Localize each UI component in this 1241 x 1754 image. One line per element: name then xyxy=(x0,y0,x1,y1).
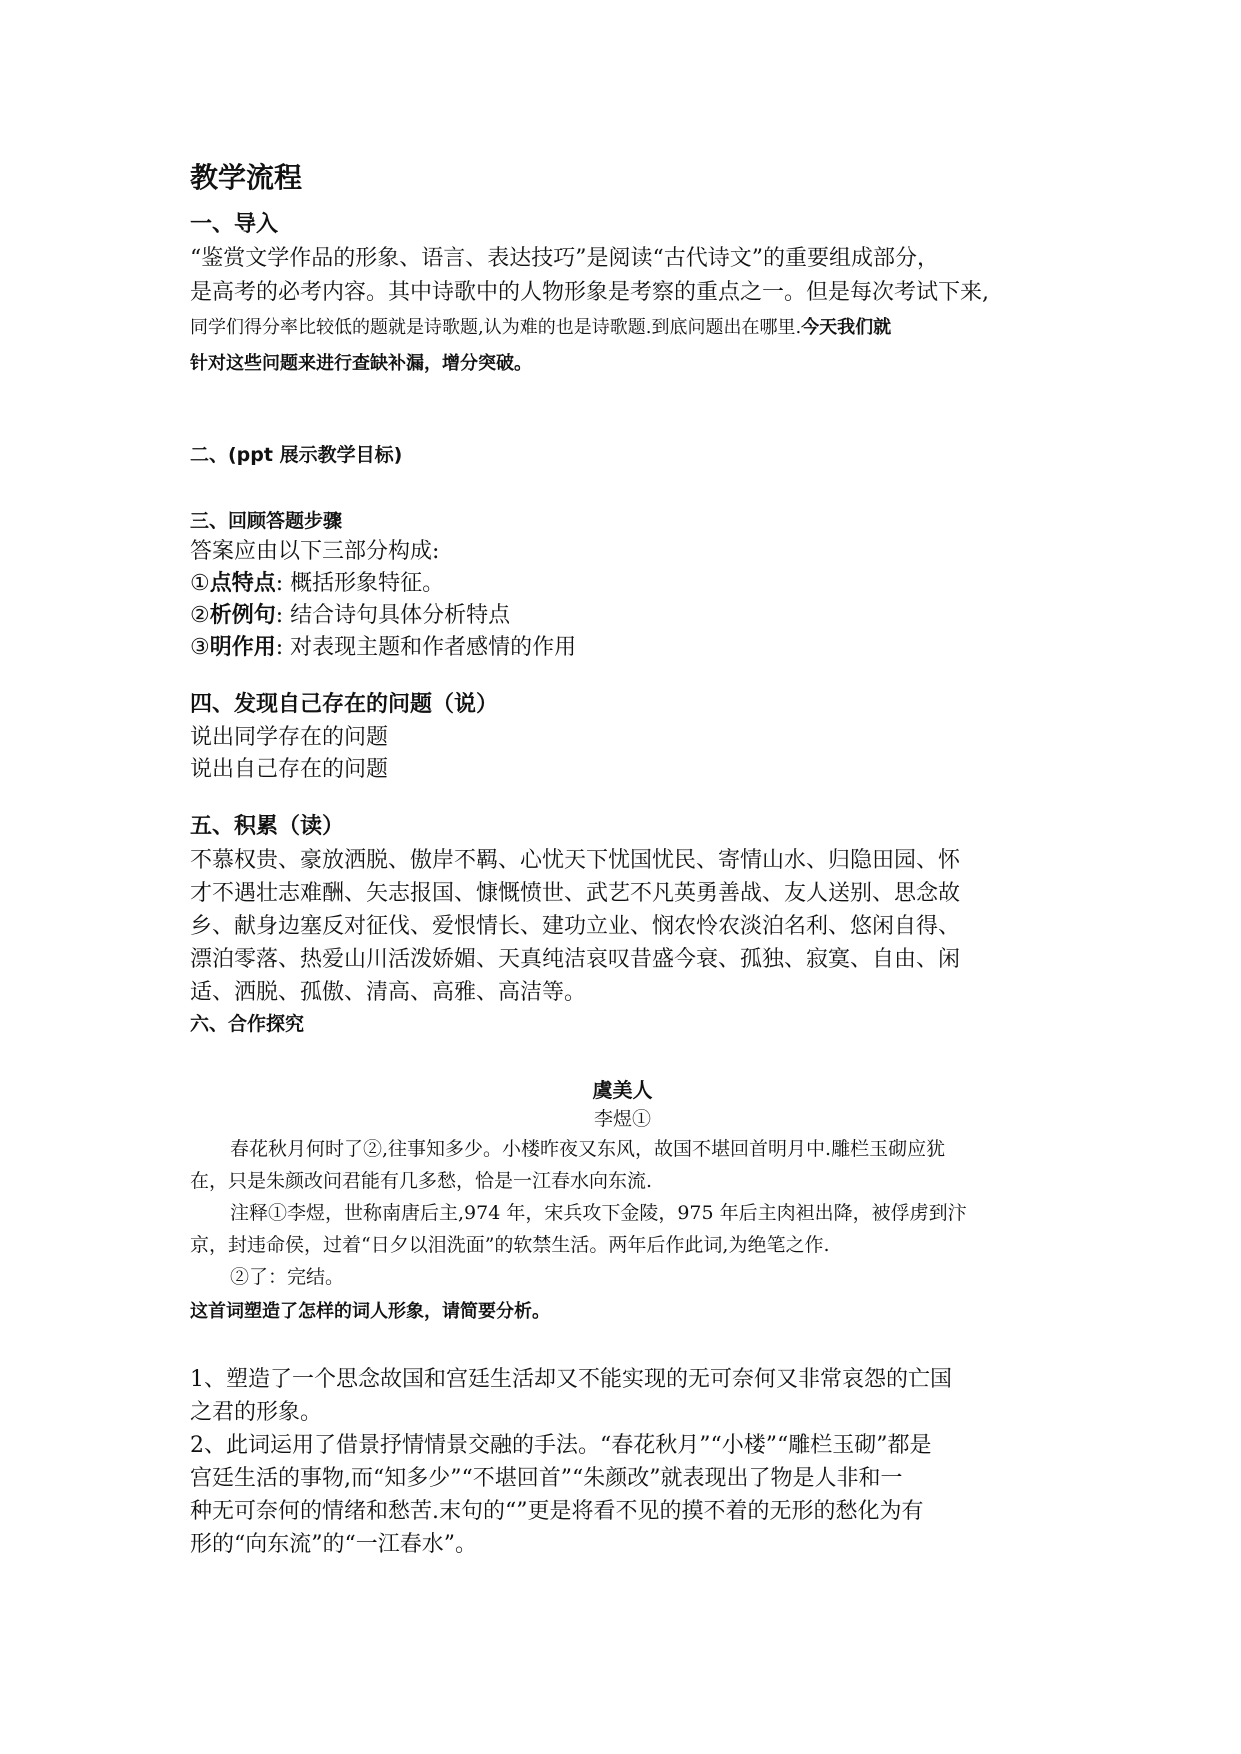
section-4-line-2: 说出自己存在的问题 xyxy=(190,757,389,782)
answer-line-4: 宫廷生活的事物,而“知多少”“不堪回首”“朱颜改”就表现出了物是人非和一 xyxy=(190,1466,903,1491)
section-3-item-2 xyxy=(190,600,1055,632)
note-line-1: 注释①李煜，世称南唐后主,974 年，宋兵攻下金陵，975 年后主肉袒出降，被俘虏到汴 xyxy=(230,1202,967,1224)
item-2-bold: 析例句 xyxy=(209,603,276,628)
note-line-3: ②了：完结。 xyxy=(230,1266,345,1288)
item-3-bold: 明作用 xyxy=(209,635,276,660)
answer-line-1: 1、塑造了一个思念故国和宫廷生活却又不能实现的无可奈何又非常哀怨的亡国 xyxy=(190,1367,952,1392)
answer-line-3: 2、此词运用了借景抒情情景交融的手法。“春花秋月”“小楼”“雕栏玉砌”都是 xyxy=(190,1433,932,1458)
note-line-2: 京，封违命侯，过着“日夕以泪洗面”的软禁生活。两年后作此词,为绝笔之作. xyxy=(190,1234,830,1256)
section-1-line-3 xyxy=(190,310,1055,346)
section-5-line-2: 才不遇壮志难酬、矢志报国、慷慨愤世、武艺不凡英勇善战、友人送别、思念故 xyxy=(190,881,961,906)
section-1-line-2: 是高考的必考内容。其中诗歌中的人物形象是考察的重点之一。但是每次考试下来, xyxy=(190,280,989,305)
section-3-heading: 三、回顾答题步骤 xyxy=(190,510,343,532)
section-2-heading: 二、(ppt 展示教学目标) xyxy=(190,444,403,466)
item-1-text: : 概括形象特征。 xyxy=(275,571,445,596)
section-1-line-3-text: 同学们得分率比较低的题就是诗歌题,认为难的也是诗歌题.到底问题出在哪里. xyxy=(190,317,802,338)
poem-title: 虞美人 xyxy=(592,1078,653,1102)
section-4-heading: 四、发现自己存在的问题（说） xyxy=(190,692,499,717)
section-1-heading: 一、导入 xyxy=(190,212,279,237)
poem-question: 这首词塑造了怎样的词人形象，请简要分析。 xyxy=(190,1301,550,1322)
section-4-line-1: 说出同学存在的问题 xyxy=(190,725,389,750)
section-5-heading: 五、积累（读） xyxy=(190,814,345,839)
item-3-text: : 对表现主题和作者感情的作用 xyxy=(275,635,577,660)
item-1-num: ① xyxy=(190,571,210,596)
answer-line-6: 形的“向东流”的“一江春水”。 xyxy=(190,1532,477,1557)
section-6-heading: 六、合作探究 xyxy=(190,1013,305,1035)
section-5-line-4: 漂泊零落、热爱山川活泼娇媚、天真纯洁哀叹昔盛今衰、孤独、寂寞、自由、闲 xyxy=(190,947,961,972)
document-title: 教学流程 xyxy=(190,161,303,194)
poem-line-1: 春花秋月何时了②,往事知多少。小楼昨夜又东风，故国不堪回首明月中.雕栏玉砌应犹 xyxy=(230,1138,946,1160)
section-1-line-3-bold: 今天我们就 xyxy=(801,317,892,338)
section-5-line-3: 乡、献身边塞反对征伐、爱恨情长、建功立业、悯农怜农淡泊名利、悠闲自得、 xyxy=(190,914,961,939)
section-3-item-1 xyxy=(190,568,1055,600)
section-5-line-1: 不慕权贵、豪放洒脱、傲岸不羁、心忧天下忧国忧民、寄情山水、归隐田园、怀 xyxy=(190,848,961,873)
item-2-text: : 结合诗句具体分析特点 xyxy=(275,603,511,628)
section-5-line-5: 适、洒脱、孤傲、清高、高雅、高洁等。 xyxy=(190,980,587,1005)
section-3-intro: 答案应由以下三部分构成: xyxy=(190,539,440,564)
document-page xyxy=(190,140,1055,1561)
poem-line-2: 在，只是朱颜改问君能有几多愁，恰是一江春水向东流. xyxy=(190,1170,653,1192)
item-2-num: ② xyxy=(190,603,210,628)
section-1-line-1: “鉴赏文学作品的形象、语言、表达技巧”是阅读“古代诗文”的重要组成部分， xyxy=(190,246,939,271)
section-1-line-4: 针对这些问题来进行查缺补漏，增分突破。 xyxy=(190,353,532,374)
poem-author: 李煜① xyxy=(593,1108,651,1130)
item-1-bold: 点特点 xyxy=(209,571,276,596)
answer-line-2: 之君的形象。 xyxy=(190,1400,323,1425)
section-3-item-3 xyxy=(190,632,1055,664)
answer-line-5: 种无可奈何的情绪和愁苦.末句的“”更是将看不见的摸不着的无形的愁化为有 xyxy=(190,1499,924,1524)
item-3-num: ③ xyxy=(190,635,210,660)
